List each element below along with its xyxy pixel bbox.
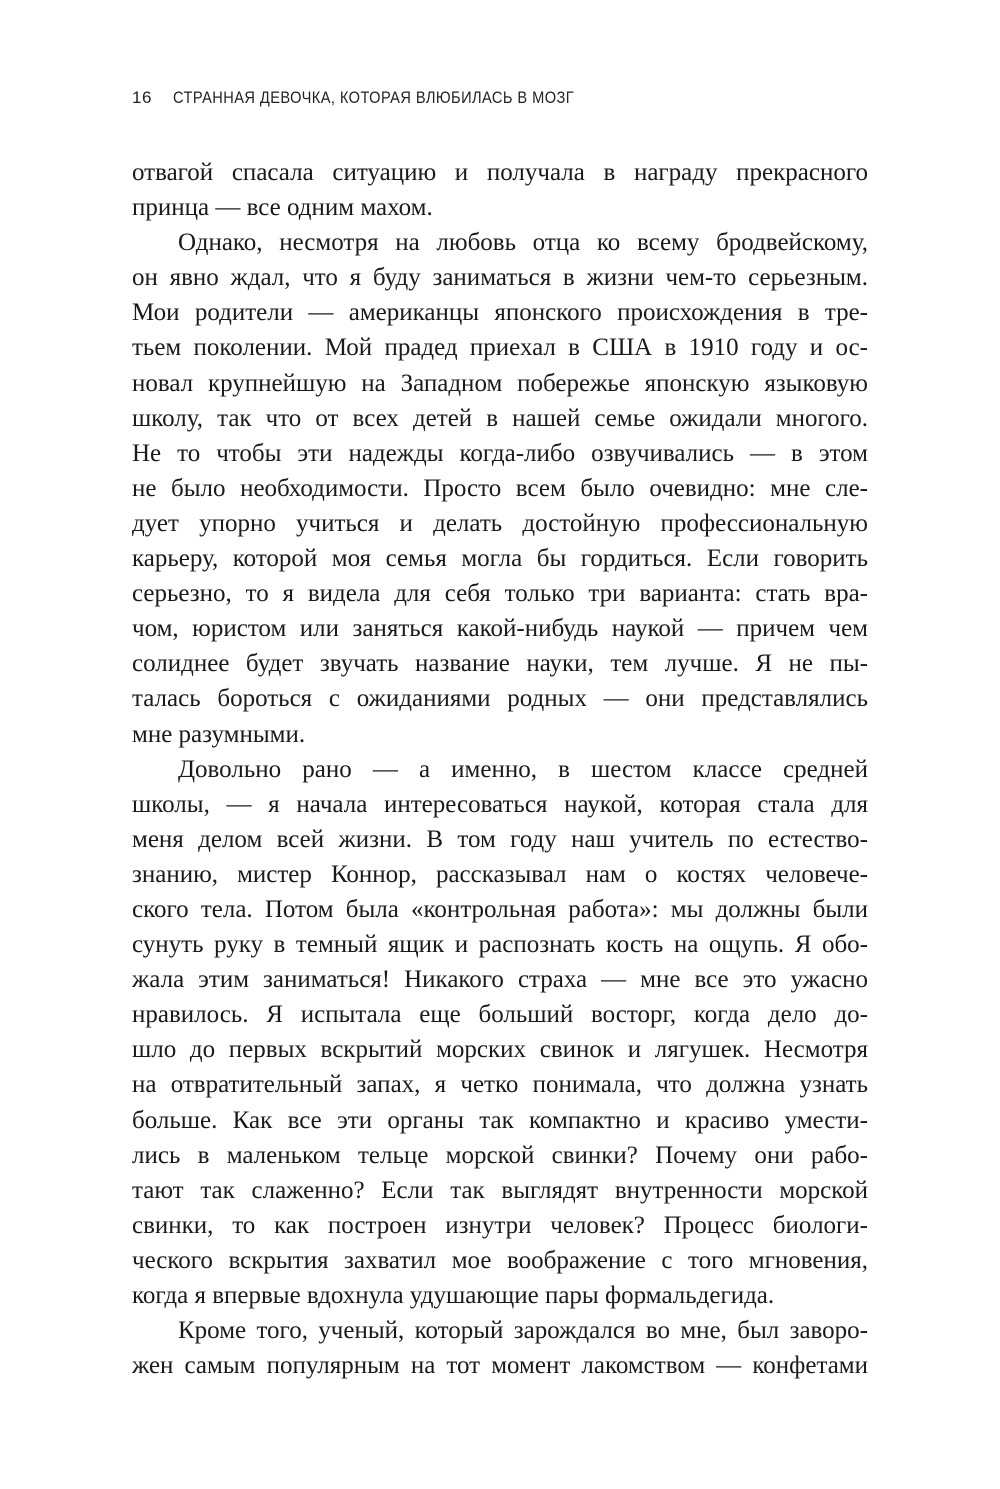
- text-line: серьезно, то я видела для себя только три варианта: стать вра-: [132, 580, 868, 608]
- text-line: не было необходимости. Просто всем было очевидно: мне сле-: [132, 474, 868, 502]
- text-line: на отвратительный запах, я четко понимала, что должна узнать: [132, 1071, 868, 1099]
- running-head: [132, 88, 872, 112]
- text-line: тьем поколении. Мой прадед приехал в США в 1910 году и ос-: [132, 334, 868, 362]
- paragraph-first-line: Однако, несмотря на любовь отца ко всему бродвейскому,: [178, 229, 868, 257]
- text-line: когда я впервые вдохнула удушающие пары формальдегида.: [132, 1282, 775, 1309]
- text-line: свинки, то как построен изнутри человек? Процесс биологи-: [132, 1211, 868, 1239]
- text-line: карьеру, которой моя семья могла бы гордиться. Если говорить: [132, 545, 868, 573]
- text-line: нравилось. Я испытала еще больший восторг, когда дело до-: [132, 1001, 868, 1029]
- text-line: принца — все одним махом.: [132, 194, 433, 222]
- text-line: знанию, мистер Коннор, рассказывал нам о костях человече-: [132, 860, 868, 888]
- text-line: дует упорно учиться и делать достойную профессиональную: [132, 509, 868, 537]
- text-line: школу, так что от всех детей в нашей семье ожидали многого.: [132, 404, 868, 432]
- text-line: солиднее будет звучать название науки, тем лучше. Я не пы-: [132, 650, 868, 678]
- text-line: школы, — я начала интересоваться наукой, которая стала для: [132, 790, 868, 818]
- text-line: Не то чтобы эти надежды когда-либо озвучивались — в этом: [132, 439, 868, 467]
- text-line: лись в маленьком тельце морской свинки? Почему они рабо-: [132, 1141, 868, 1169]
- paragraph-first-line: Довольно рано — а именно, в шестом классе средней: [178, 755, 868, 783]
- paragraph-first-line: Кроме того, ученый, который зарождался во мне, был заворо-: [178, 1317, 868, 1345]
- body-text: [132, 155, 868, 1383]
- text-line: сунуть руку в темный ящик и распознать кость на ощупь. Я обо-: [132, 931, 868, 959]
- text-line: ского тела. Потом была «контрольная работа»: мы должны были: [132, 895, 868, 923]
- text-line: мне разумными.: [132, 720, 306, 748]
- text-line: жен самым популярным на тот момент лакомством — конфетами: [132, 1352, 868, 1380]
- text-line: талась бороться с ожиданиями родных — они представлялись: [132, 685, 868, 713]
- text-line: жала этим заниматься! Никакого страха — мне все это ужасно: [132, 966, 868, 994]
- page-number: 16: [132, 88, 152, 107]
- text-line: отвагой спасала ситуацию и получала в награду прекрасного: [132, 159, 868, 186]
- running-head-title: СТРАННАЯ ДЕВОЧКА, КОТОРАЯ ВЛЮБИЛАСЬ В МОЗГ: [173, 88, 575, 107]
- text-line: шло до первых вскрытий морских свинок и лягушек. Несмотря: [132, 1036, 868, 1064]
- text-line: новал крупнейшую на Западном побережье японскую языковую: [132, 369, 868, 397]
- text-line: он явно ждал, что я буду заниматься в жизни чем-то серьезным.: [132, 264, 868, 292]
- text-line: больше. Как все эти органы так компактно и красиво умести-: [132, 1106, 868, 1134]
- text-line: ческого вскрытия захватил мое воображение с того мгновения,: [132, 1246, 868, 1274]
- text-line: меня делом всей жизни. В том году наш учитель по естество-: [132, 825, 868, 853]
- text-line: тают так слаженно? Если так выглядят внутренности морской: [132, 1176, 868, 1204]
- text-line: Мои родители — американцы японского происхождения в тре-: [132, 299, 868, 327]
- text-line: чом, юристом или заняться какой-нибудь наукой — причем чем: [132, 615, 868, 643]
